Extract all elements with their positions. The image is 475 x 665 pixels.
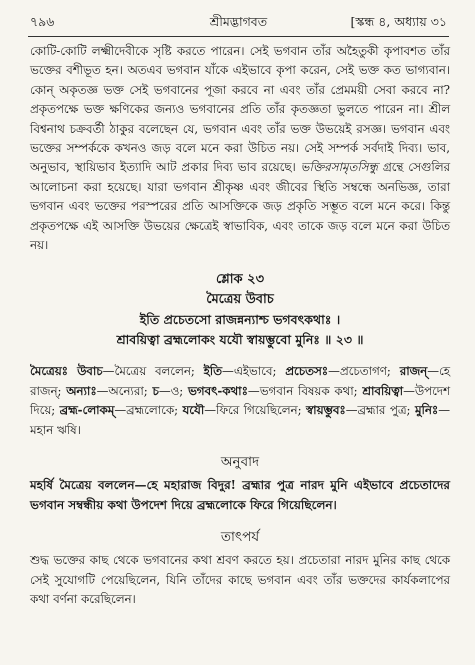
synonym-word: চ bbox=[152, 383, 159, 398]
synonym-word: শ্রাবয়িত্বা bbox=[362, 383, 404, 398]
synonym-meaning: —ভগবান বিষয়ক কথা; bbox=[247, 383, 363, 398]
synonym-meaning: —এইভাবে; bbox=[222, 364, 286, 379]
intro-text-1: কোটি-কোটি লক্ষ্মীদেবীকে সৃষ্টি করতে পারেন। সেই ভগবান তাঁর অহৈতুকী কৃপাবশত তাঁর ভক্তের বশীভূত হন। অতএব ভগবান যাঁকে এইভাবে কৃপা করেন, সেই ভক্ত কত ভাগ্যবান। কোন্‌ অকৃতজ্ঞ ভক্ত সেই ভগবানের পূজা করবে না এবং তাঁর প্রেমময়ী সেবা করবে না? প্রকৃতপক্ষে ভক্ত ক্ষণিকের জন্যও ভগবানের প্রতি তাঁর কৃতজ্ঞতা ভুলতে পারেন না। শ্রীল বিশ্বনাথ চক্রবর্তী ঠাকুর বলেছেন যে, ভগবান এবং তাঁর ভক্ত উভয়েই রসজ্ঞ। ভগবান এবং ভক্তের সম্পর্ককে কখনও জড় বলে মনে করা উচিত নয়। সেই সম্পর্ক সর্বদাই দিব্য। ভাব, অনুভাব, স্থায়িভাব ইত্যাদি আট প্রকার দিব্য ভাব রয়েছে। bbox=[30, 44, 450, 175]
header-rule bbox=[28, 36, 449, 37]
intro-paragraph bbox=[30, 42, 450, 255]
verse-number: শ্লোক ২৩ bbox=[215, 272, 265, 288]
synonym-meaning: —উপদেশ দিয়ে; bbox=[30, 383, 450, 418]
synonyms-paragraph bbox=[30, 362, 450, 440]
synonym-word: প্রচেতসঃ bbox=[285, 364, 329, 379]
purport-text: শুদ্ধ ভক্তের কাছ থেকে ভগবানের কথা শ্রবণ করতে হয়। প্রচেতারা নারদ মুনির কাছ থেকে সেই সুযোগটি পেয়েছিলেন, যিনি তাঁদের কাছে ভগবান এবং তাঁর ভক্তদের কার্যকলাপের কথা বর্ণনা করেছিলেন। bbox=[30, 553, 450, 607]
translation-heading: অনুবাদ bbox=[220, 454, 260, 471]
synonym-word: মৈত্রেয়ঃ উবাচ bbox=[30, 364, 103, 379]
verse-line-1: ইতি প্রচেতসো রাজন্নন্যাশ্চ ভগবৎকথাঃ । bbox=[139, 312, 341, 328]
synonym-meaning: —হে রাজন্; bbox=[30, 364, 450, 398]
intro-text-2: গ্রন্থে সেগুলির আলোচনা করা হয়েছে। যারা ভগবান শ্রীকৃষ্ণ এবং জীবের স্থিতি সম্বন্ধে অনভিজ্ঞ, তারা ভগবান এবং ভক্তের পরস্পরের প্রতি আসক্তিকে জড় প্রকৃতি সম্ভূত বলে মনে করে। কিন্তু প্রকৃতপক্ষে এই আসক্তি উভয়ের ক্ষেত্রেই স্বাভাবিক, এবং তাকে জড় বলে মনে করা উচিত নয়। bbox=[30, 160, 451, 253]
translation-text: মহর্ষি মৈত্রেয় বললেন—হে মহারাজ বিদুর! ব্রহ্মার পুত্র নারদ মুনি এইভাবে প্রচেতাদের ভগবান সম্বন্ধীয় কথা উপদেশ দিয়ে ব্রহ্মলোকে ফিরে গিয়েছিলেন। bbox=[30, 478, 450, 512]
synonym-meaning: —অন্যেরা; bbox=[96, 383, 153, 398]
synonym-meaning: —ফিরে গিয়েছিলেন; bbox=[204, 403, 306, 418]
synonym-meaning: —ব্রহ্মার পুত্র; bbox=[345, 403, 415, 418]
verse-line-2: শ্রাবয়িত্বা ব্রহ্মলোকং যযৌ স্বায়ম্ভুবো মুনিঃ ॥ ২৩ ॥ bbox=[116, 332, 364, 348]
synonym-word: স্বায়ম্ভুবঃ bbox=[305, 403, 346, 418]
synonym-meaning: —ও; bbox=[158, 383, 188, 398]
synonym-meaning: —মৈত্রেয় বললেন; bbox=[102, 364, 204, 379]
verse-speaker: মৈত্রেয় উবাচ bbox=[206, 292, 274, 308]
synonym-meaning: —ব্রহ্মলোকে; bbox=[114, 403, 183, 418]
book-title: শ্রীমদ্ভাগবত bbox=[209, 14, 268, 29]
synonym-word: মুনিঃ bbox=[414, 403, 439, 418]
page-number: ৭৯৬ bbox=[30, 14, 55, 29]
synonym-meaning: —প্রচেতাগণ; bbox=[328, 364, 400, 379]
chapter-reference: [স্কন্ধ ৪, অধ্যায় ৩১ bbox=[350, 14, 447, 29]
synonym-word: ব্রহ্ম-লোকম্ bbox=[59, 403, 115, 418]
purport-heading: তাৎপর্য bbox=[220, 529, 260, 546]
synonym-word: অন্যাঃ bbox=[66, 383, 97, 398]
synonym-word: ইতি bbox=[203, 364, 223, 379]
synonym-meaning: —মহান ঋষি। bbox=[30, 403, 450, 437]
synonym-word: যযৌ bbox=[182, 403, 205, 418]
book-reference: ভক্তিরসামৃতসিন্ধু bbox=[300, 160, 378, 175]
synonym-word: রাজন্ bbox=[399, 364, 428, 379]
running-header bbox=[30, 14, 447, 34]
synonym-word: ভগবৎ-কথাঃ bbox=[188, 383, 248, 398]
page-body bbox=[30, 42, 450, 610]
